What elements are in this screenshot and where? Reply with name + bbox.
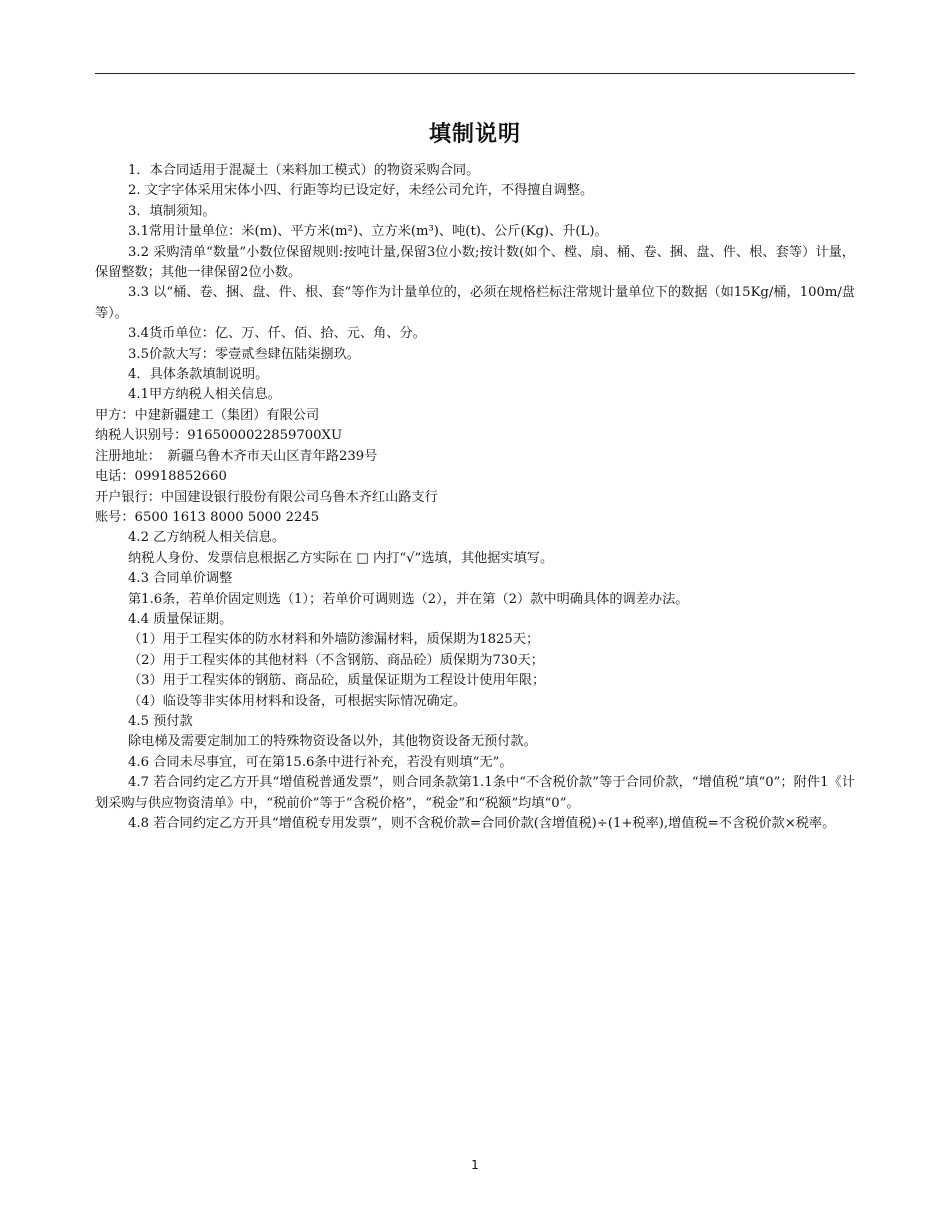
paragraph-4-8: 4.8 若合同约定乙方开具“增值税专用发票”，则不含税价款=合同价款(含增值税)÷(1+税率),增值税=不含税价款×税率。: [128, 816, 836, 831]
paragraph-4-3-text: 第1.6条，若单价固定则选（1）；若单价可调则选（2），并在第（2）款中明确具体的调差办法。: [128, 591, 689, 607]
warranty-item-1: （1）用于工程实体的防水材料和外墙防渗漏材料，质保期为1825天；: [128, 632, 540, 648]
paragraph-4-1: 4.1甲方纳税人相关信息。: [128, 387, 281, 403]
document-body: [95, 161, 855, 834]
paragraph-3-5: 3.5价款大写：零壹贰叁肆伍陆柒捌玖。: [128, 346, 360, 362]
paragraph-4: 4．具体条款填制说明。: [128, 367, 269, 383]
paragraph-3-1: 3.1常用计量单位：米(m)、平方米(m²)、立方米(m³)、吨(t)、公斤(Kg)、升(L)。: [128, 224, 608, 240]
warranty-item-2: （2）用于工程实体的其他材料（不含钢筋、商品砼）质保期为730天；: [128, 652, 544, 668]
paragraph-4-4: 4.4 质量保证期。: [128, 611, 233, 627]
party-a-name: 甲方：中建新疆建工（集团）有限公司: [95, 407, 320, 423]
paragraph-1: 1．本合同适用于混凝土（来料加工模式）的物资采购合同。: [128, 163, 480, 178]
warranty-item-3: （3）用于工程实体的钢筋、商品砼，质量保证期为工程设计使用年限；: [128, 673, 546, 689]
paragraph-3-4: 3.4货币单位：亿、万、仟、佰、拾、元、角、分。: [128, 326, 426, 342]
header-rule: [95, 73, 855, 74]
party-a-bank: 开户银行：中国建设银行股份有限公司乌鲁木齐红山路支行: [95, 489, 438, 505]
warranty-item-4: （4）临设等非实体用材料和设备，可根据实际情况确定。: [128, 693, 467, 709]
party-a-tax-id: 纳税人识别号：9165000022859700XU: [95, 428, 343, 444]
party-a-address: 注册地址： 新疆乌鲁木齐市天山区青年路239号: [95, 448, 378, 464]
paragraph-3: 3．填制须知。: [128, 203, 216, 219]
paragraph-3-2: 3.2 采购清单“数量”小数位保留规则:按吨计量,保留3位小数;按计数(如个、樘、扇、桶、卷、捆、盘、件、根、套等）计量，保留整数；其他一律保留2位小数。: [95, 244, 855, 281]
paragraph-4-6: 4.6 合同未尽事宜，可在第15.6条中进行补充，若没有则填“无”。: [128, 754, 513, 770]
document-title: 填制说明: [428, 122, 521, 147]
paragraph-3-3: 3.3 以“桶、卷、捆、盘、件、根、套”等作为计量单位的，必须在规格栏标注常规计量单位下的数据（如15Kg/桶，100m/盘等）。: [95, 285, 855, 321]
party-a-phone: 电话：09918852660: [95, 469, 227, 485]
paragraph-4-5: 4.5 预付款: [128, 713, 193, 729]
paragraph-4-7: 4.7 若合同约定乙方开具“增值税普通发票”，则合同条款第1.1条中“不含税价款”等于合同价款，“增值税”填“0”；附件1《计划采购与供应物资清单》中，“税前价”等于“含税价格”，“税金”和“税额”均填“0”。: [95, 775, 855, 811]
paragraph-4-3: 4.3 合同单价调整: [128, 571, 233, 587]
party-a-account: 账号：6500 1613 8000 5000 2245: [95, 509, 320, 525]
paragraph-2: 2. 文字字体采用宋体小四、行距等均已设定好，未经公司允许，不得擅自调整。: [128, 183, 594, 199]
paragraph-4-5-text: 除电梯及需要定制加工的特殊物资设备以外，其他物资设备无预付款。: [128, 734, 537, 750]
paragraph-4-2: 4.2 乙方纳税人相关信息。: [128, 530, 286, 546]
page-number: 1: [471, 1158, 479, 1172]
paragraph-4-2-text: 纳税人身份、发票信息根据乙方实际在 □ 内打“√”选填，其他据实填写。: [128, 550, 554, 566]
